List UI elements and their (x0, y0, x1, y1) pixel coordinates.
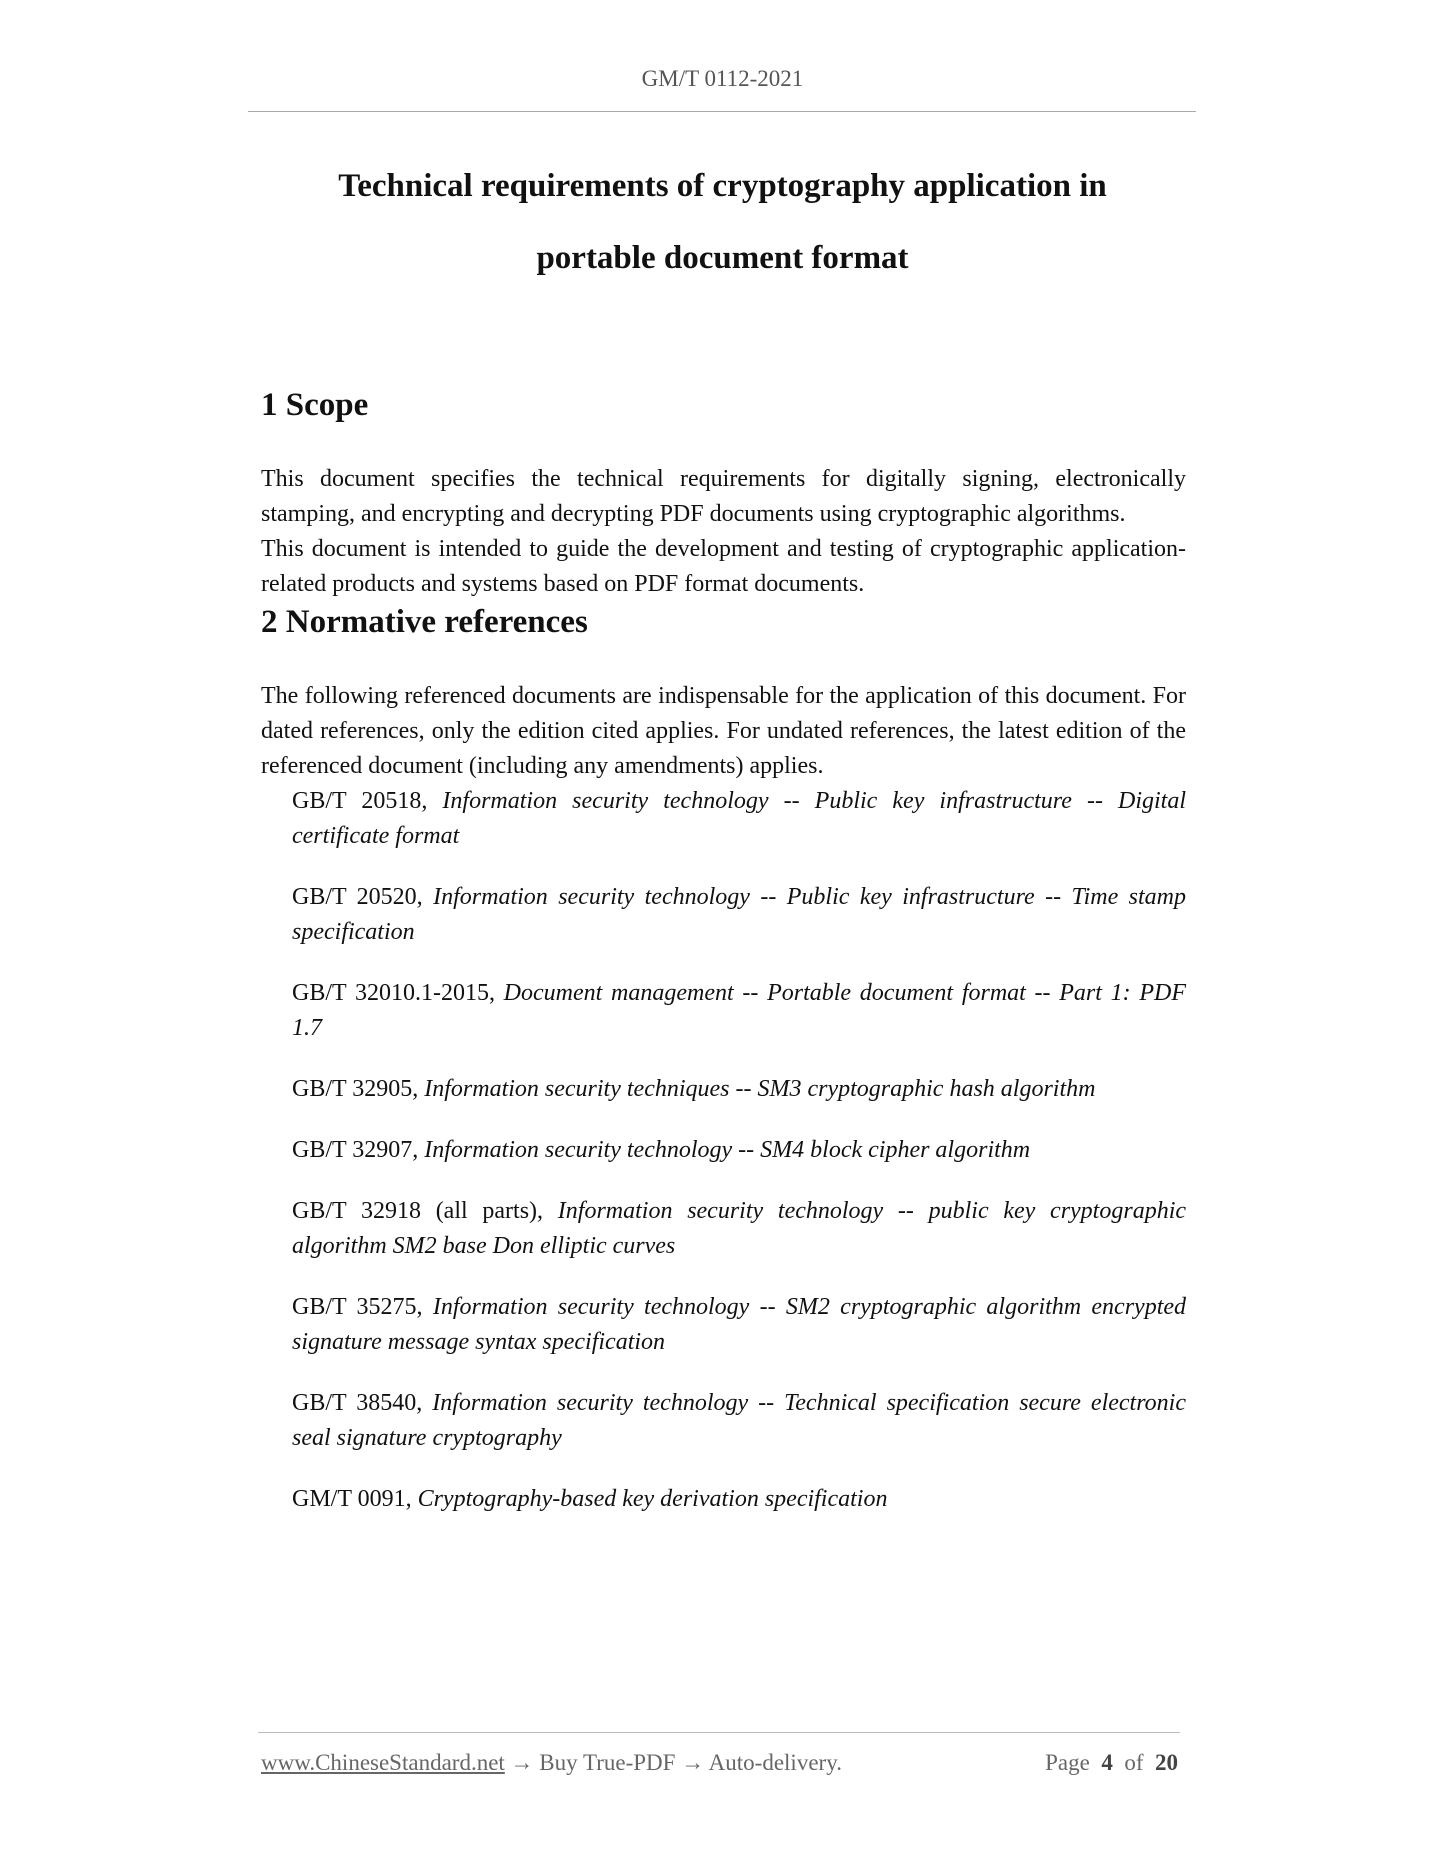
scope-paragraph: This document specifies the technical requirements for digitally signing, electronically stamping, and encrypting and decrypting PDF documents using cryptographic algorithms. (261, 466, 1186, 527)
reference-title: Information security technology -- Public key infrastructure -- Digital certificate format (292, 788, 1187, 849)
title-line-2: portable document format (536, 240, 909, 276)
reference-code: GB/T 38540, (292, 1390, 423, 1416)
footer-divider (258, 1732, 1180, 1733)
reference-code: GM/T 0091, (292, 1486, 412, 1512)
reference-code: GB/T 32918 (all parts), (292, 1198, 544, 1224)
reference-title: Information security technology -- Public key infrastructure -- Time stamp specification (292, 884, 1187, 945)
reference-code: GB/T 20518, (292, 788, 428, 814)
reference-title: Information security technology -- Technical specification secure electronic seal signature cryptography (292, 1390, 1186, 1451)
section-heading-scope: 1 Scope (261, 387, 369, 423)
arrow-right-icon: → (681, 1750, 705, 1775)
reference-title: Information security technology -- SM2 cryptographic algorithm encrypted signature message syntax specification (292, 1294, 1187, 1355)
page-number (1045, 1750, 1178, 1776)
reference-code: GB/T 32010.1-2015, (292, 980, 495, 1006)
section-heading-normative-references: 2 Normative references (261, 604, 588, 640)
reference-item (292, 784, 1186, 854)
footer-delivery-text: Auto-delivery. (708, 1750, 842, 1775)
website-link[interactable]: www.ChineseStandard.net (261, 1750, 505, 1775)
reference-title: Cryptography-based key derivation specification (417, 1486, 888, 1512)
reference-title: Information security techniques -- SM3 cryptographic hash algorithm (424, 1076, 1096, 1102)
reference-item (292, 976, 1186, 1046)
footer-promo (261, 1750, 842, 1776)
normative-intro-paragraph: The following referenced documents are indispensable for the application of this document. For dated references, only the edition cited applies. For undated references, the latest edition of the referenced document (including any amendments) applies. (261, 683, 1186, 779)
footer-buy-text: Buy True-PDF (539, 1750, 676, 1775)
reference-title: Information security technology -- public key cryptographic algorithm SM2 base Don elliptic curves (292, 1198, 1187, 1259)
total-page-number: 20 (1155, 1750, 1178, 1775)
running-header-code: GM/T 0112-2021 (641, 66, 804, 91)
reference-code: GB/T 32907, (292, 1137, 419, 1163)
reference-item (292, 880, 1186, 950)
reference-item (292, 1194, 1186, 1264)
reference-title: Document management -- Portable document format -- Part 1: PDF 1.7 (292, 980, 1186, 1041)
document-title (260, 150, 1185, 294)
page-label: Page (1045, 1750, 1090, 1775)
arrow-right-icon: → (510, 1750, 534, 1775)
reference-item (292, 1290, 1186, 1360)
reference-title: Information security technology -- SM4 block cipher algorithm (424, 1137, 1031, 1163)
scope-paragraph: This document is intended to guide the development and testing of cryptographic application-related products and systems based on PDF format documents. (261, 536, 1186, 597)
title-line-1: Technical requirements of cryptography application in (338, 168, 1107, 204)
reference-list (261, 784, 1186, 1517)
reference-item (292, 1072, 1186, 1107)
reference-code: GB/T 20520, (292, 884, 423, 910)
reference-item (292, 1133, 1186, 1168)
document-body (261, 385, 1186, 1543)
header-divider (248, 111, 1196, 112)
of-label: of (1124, 1750, 1144, 1775)
reference-item (292, 1482, 1186, 1517)
reference-code: GB/T 32905, (292, 1076, 419, 1102)
reference-item (292, 1386, 1186, 1456)
current-page-number: 4 (1101, 1750, 1113, 1775)
reference-code: GB/T 35275, (292, 1294, 423, 1320)
